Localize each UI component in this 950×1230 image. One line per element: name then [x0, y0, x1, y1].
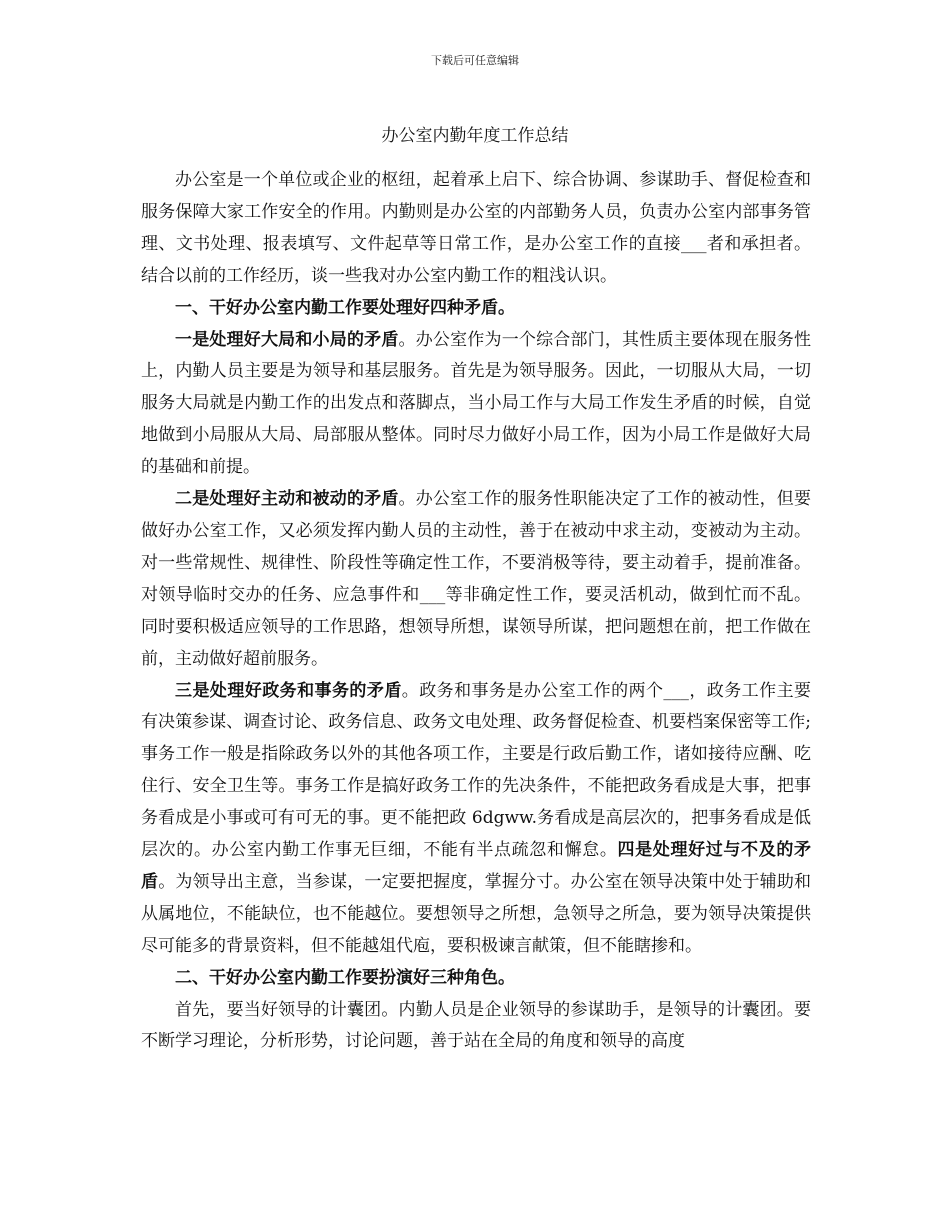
paragraph-text: 。办公室作为一个综合部门，其性质主要体现在服务性上，内勤人员主要是为领导和基层服务。首先是为领导服务。因此，一切服从大局，一切服务大局就是内勤工作的出发点和落脚点，当小局工作与大局工作发生矛盾的时候，自觉地做到小局服从大局、局部服从整体。同时尽力做好小局工作，因为小局工作是做好大局的基础和前提。 — [141, 329, 812, 478]
paragraph-text: 。政务和事务是办公室工作的两个___，政务工作主要有决策参谋、调查讨论、政务信息、政务文电处理、政务督促检查、机要档案保密等工作;事务工作一般是指除政务以外的其他各项工作，主要是行政后勤工作，诸如接待应酬、吃住行、安全卫生等。事务工作是搞好政务工作的先决条件，不能把政务看成是大事，把事务看成是小事或可有可无的事。更不能把政 6dgww.务看成是高层次的，把事务看成是低层次的。办公室内勤工作事无巨细，不能有半点疏忽和懈怠。 — [141, 680, 812, 861]
paragraph-text: 办公室是一个单位或企业的枢纽，起着承上启下、综合协调、参谋助手、督促检查和服务保障大家工作安全的作用。内勤则是办公室的内部勤务人员，负责办公室内部事务管理、文书处理、报表填写、文件起草等日常工作，是办公室工作的直接___者和承担者。结合以前的工作经历，谈一些我对办公室内勤工作的粗浅认识。 — [141, 170, 811, 286]
heading-text: 二、干好办公室内勤工作要扮演好三种角色。 — [175, 967, 515, 988]
heading-text: 一、干好办公室内勤工作要处理好四种矛盾。 — [175, 297, 515, 318]
paragraph-point-3-4 — [141, 676, 811, 963]
paragraph-role-1 — [141, 995, 811, 1059]
paragraph-text: 。为领导出主意，当参谋，一定要把握度，掌握分寸。办公室在领导决策中处于辅助和从属地位，不能缺位，也不能越位。要想领导之所想，急领导之所急，要为领导决策提供尽可能多的背景资料，但不能越俎代庖，要积极谏言献策，但不能瞎掺和。 — [141, 871, 812, 956]
point-lead: 三是处理好政务和事务的矛盾 — [175, 680, 402, 701]
document-body — [141, 165, 811, 1058]
point-lead: 一是处理好大局和小局的矛盾 — [175, 329, 399, 350]
document-title: 办公室内勤年度工作总结 — [381, 126, 569, 146]
point-lead: 四是处理好过与不及的矛盾 — [141, 840, 812, 892]
paragraph-intro — [141, 165, 811, 293]
section-heading-1 — [141, 293, 811, 325]
section-heading-2 — [141, 963, 811, 995]
paragraph-point-1 — [141, 325, 811, 485]
page-header: 下载后可任意编辑 — [431, 54, 519, 67]
point-lead: 二是处理好主动和被动的矛盾 — [175, 489, 399, 510]
paragraph-text: 首先，要当好领导的计囊团。内勤人员是企业领导的参谋助手，是领导的计囊团。要不断学习理论，分析形势，讨论问题，善于站在全局的角度和领导的高度 — [141, 999, 811, 1052]
paragraph-text: 。办公室工作的服务性职能决定了工作的被动性，但要做好办公室工作，又必须发挥内勤人员的主动性，善于在被动中求主动，变被动为主动。对一些常规性、规律性、阶段性等确定性工作，不要消极等待，要主动着手，提前准备。对领导临时交办的任务、应急事件和___等非确定性工作，要灵活机动，做到忙而不乱。同时要积极适应领导的工作思路，想领导所想，谋领导所谋，把问题想在前，把工作做在前，主动做好超前服务。 — [141, 489, 812, 669]
paragraph-point-2 — [141, 484, 811, 675]
